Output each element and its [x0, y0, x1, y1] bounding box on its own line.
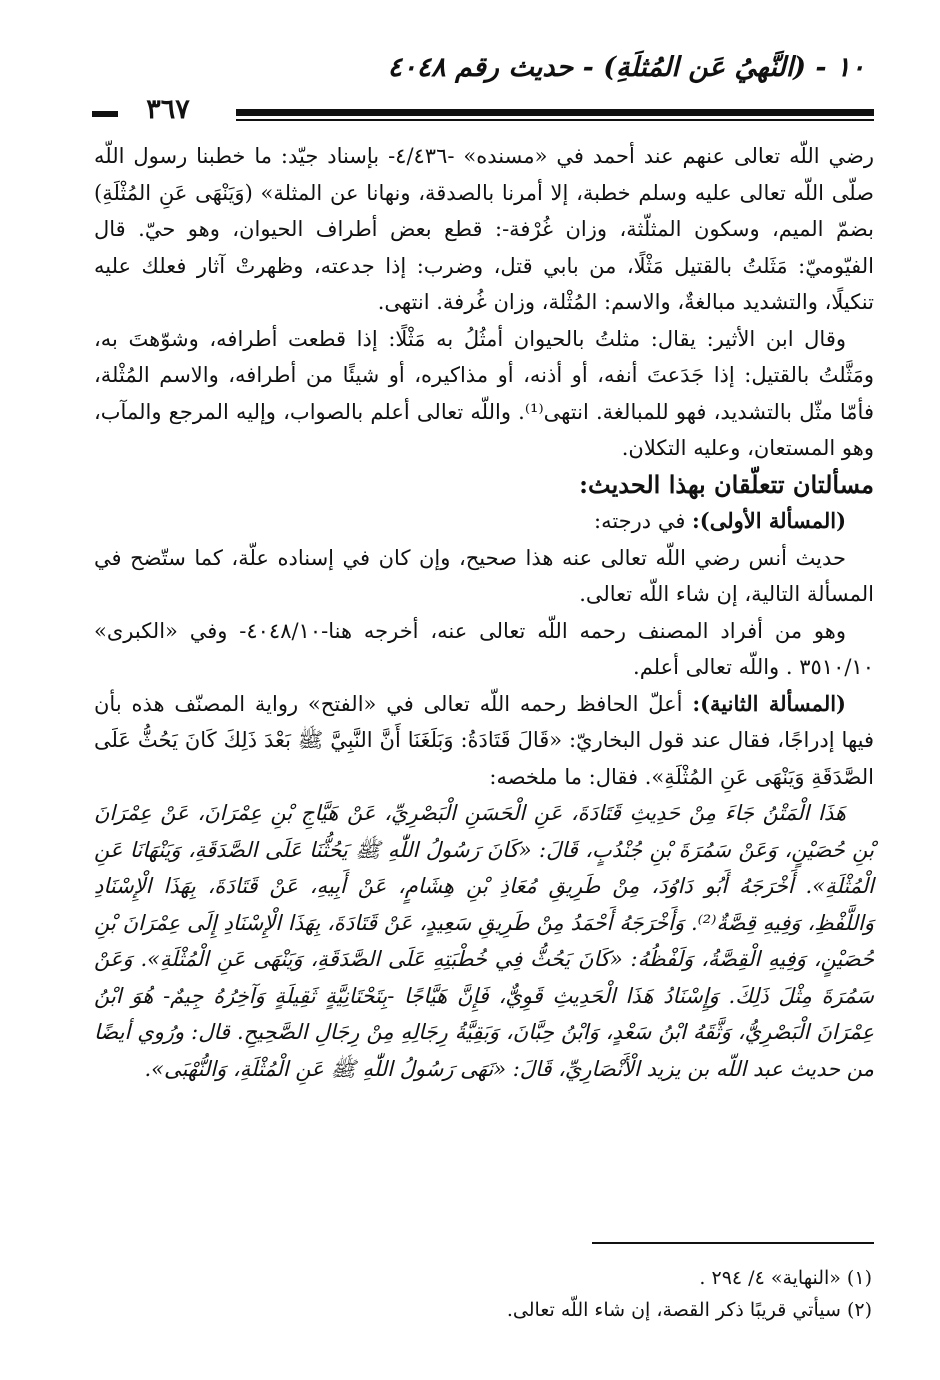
issue-1-subtitle: في درجته:	[594, 509, 693, 533]
running-header-title: ١٠ - (النَّهيُ عَن المُثلَةِ) - حديث رقم ٤٠٤٨	[387, 52, 865, 83]
paragraph-2: وقال ابن الأثير: يقال: مثلتُ بالحيوان أمثُلُ به مَثْلًا: إذا قطعت أطرافه، وشوّهتَ به، ومَثَّلتُ بالقتيل: إذا جَدَعتَ أنفه، أو أذنه، أو مذاكيره، أو شيئًا من أطرافه، والاسم المُثْلة، فأمّا مثّل بالتشديد، فهو للمبالغة. انتهى⁽¹⁾. واللّه تعالى أعلم بالصواب، وإليه المرجع والمآب، وهو المستعان، وعليه التكلان.	[94, 326, 874, 460]
issue-1-label: (المسألة الأولى):	[692, 508, 846, 533]
issue-2-text: أعلّ الحافظ رحمه اللّه تعالى في «الفتح» رواية المصنّف هذه بأن فيها إدراجًا، فقال عند قول البخاريّ: «قَالَ قَتَادَةُ: وَبَلَغَنَا أَنَّ النَّبِيَّ ﷺ بَعْدَ ذَلِكَ كَانَ يَحُثُّ عَلَى الصَّدَقَةِ وَيَنْهَى عَنِ المُثْلَةِ». فقال: ما ملخصه:	[94, 691, 874, 789]
footnotes	[82, 1262, 872, 1326]
issue-2-paragraph	[94, 686, 874, 796]
footnote-separator	[592, 1242, 874, 1244]
quoted-passage: هَذَا الْمَتْنُ جَاءَ مِنْ حَدِيثِ قَتَادَةَ، عَنِ الْحَسَنِ الْبَصْرِيِّ، عَنْ هَيَّاجِ بْنِ عِمْرَانَ، عَنْ عِمْرَانَ بْنِ حُصَيْنٍ، وَعَنْ سَمُرَةَ بْنِ جُنْدُبٍ، قَالَ: «كَانَ رَسُولُ اللّٰهِ ﷺ يَحُثُّنَا عَلَى الصَّدَقَةِ، وَيَنْهَانَا عَنِ الْمُثْلَةِ». أَخْرَجَهُ أَبُو دَاوُدَ، مِنْ طَرِيقِ مُعَاذِ بْنِ هِشَامٍ، عَنْ أَبِيهِ، عَنْ قَتَادَةَ، بِهَذَا الْإِسْنَادِ وَاللَّفْظِ، وَفِيهِ قِصَّةٌ⁽²⁾. وَأَخْرَجَهُ أَحْمَدُ مِنْ طَرِيقِ سَعِيدٍ، عَنْ قَتَادَةَ، بِهَذَا الْإِسْنَادِ إِلَى عِمْرَانَ بْنِ حُصَيْنٍ، وَفِيهِ الْقِصَّةُ، وَلَفْظُهُ: «كَانَ يَحُثُّ فِي خُطْبَتِهِ عَلَى الصَّدَقَةِ، وَيَنْهَى عَنِ الْمُثْلَةِ». وَعَنْ سَمُرَةَ مِثْلَ ذَلِكَ. وَإِسْنَادُ هَذَا الْحَدِيثِ قَوِيٌّ، فَإِنَّ هَيَّاجًا -بِتَحْتَانِيَّةٍ ثَقِيلَةٍ وَآخِرُهُ جِيمٌ- هُوَ ابْنُ عِمْرَانَ الْبَصْرِيُّ، وَثَّقَهُ ابْنُ سَعْدٍ، وَابْنُ حِبَّانَ، وَبَقِيَّةُ رِجَالِهِ مِنْ رِجَالِ الصَّحِيحِ. قال: ورُوي أيضًا من حديث عبد اللّه بن يزيد الْأَنْصَارِيِّ، قَالَ: «نَهَى رَسُولُ اللّٰهِ ﷺ عَنِ الْمُثْلَةِ، وَالنُّهْبَى».	[94, 801, 874, 1081]
section-heading: مسألتان تتعلّقان بهذا الحديث:	[579, 469, 874, 499]
header-rule-thin	[236, 119, 874, 121]
issue-2-label: (المسألة الثانية):	[692, 690, 846, 716]
paragraph-1: رضي اللّه تعالى عنهم عند أحمد في «مسنده» -٤/٤٣٦- بإسناد جيّد: ما خطبنا رسول اللّه صلّى اللّه تعالى عليه وسلم خطبة، إلا أمرنا بالصدقة، ونهانا عن المثلة» (وَيَنْهَى عَنِ المُثْلَةِ) بضمّ الميم، وسكون المثلّثة، وزان غُرْفة-: قطع بعض أطراف الحيوان، وهو حيّ. قال الفيّوميّ: مَثَلتُ بالقتيل مَثْلًا، من بابي قتل، وضرب: إذا جدعته، وظهرتْ آثار فعلك عليه تنكيلًا، والتشديد مبالغةٌ، والاسم: المُثْلة، وزان غُرفة. انتهى.	[94, 144, 874, 314]
footnote-1: (١) «النهاية» ٤/ ٢٩٤ .	[699, 1267, 872, 1289]
issue-1-title	[94, 503, 874, 540]
main-text	[94, 138, 874, 1087]
header-rule-thick	[236, 109, 874, 116]
footnote-2: (٢) سيأتي قريبًا ذكر القصة، إن شاء اللّه تعالى.	[506, 1299, 872, 1321]
header-rule-left	[92, 111, 118, 117]
paragraph-3: حديث أنس رضي اللّه تعالى عنه هذا صحيح، وإن كان في إسناده علّة، كما ستّضح في المسألة التالية، إن شاء اللّه تعالى.	[94, 545, 874, 606]
paragraph-4: وهو من أفراد المصنف رحمه اللّه تعالى عنه، أخرجه هنا-٤٠٤٨/١٠- وفي «الكبرى» ٣٥١٠/١٠ . واللّه تعالى أعلم.	[94, 618, 874, 679]
page-number: ٣٦٧	[146, 94, 190, 125]
